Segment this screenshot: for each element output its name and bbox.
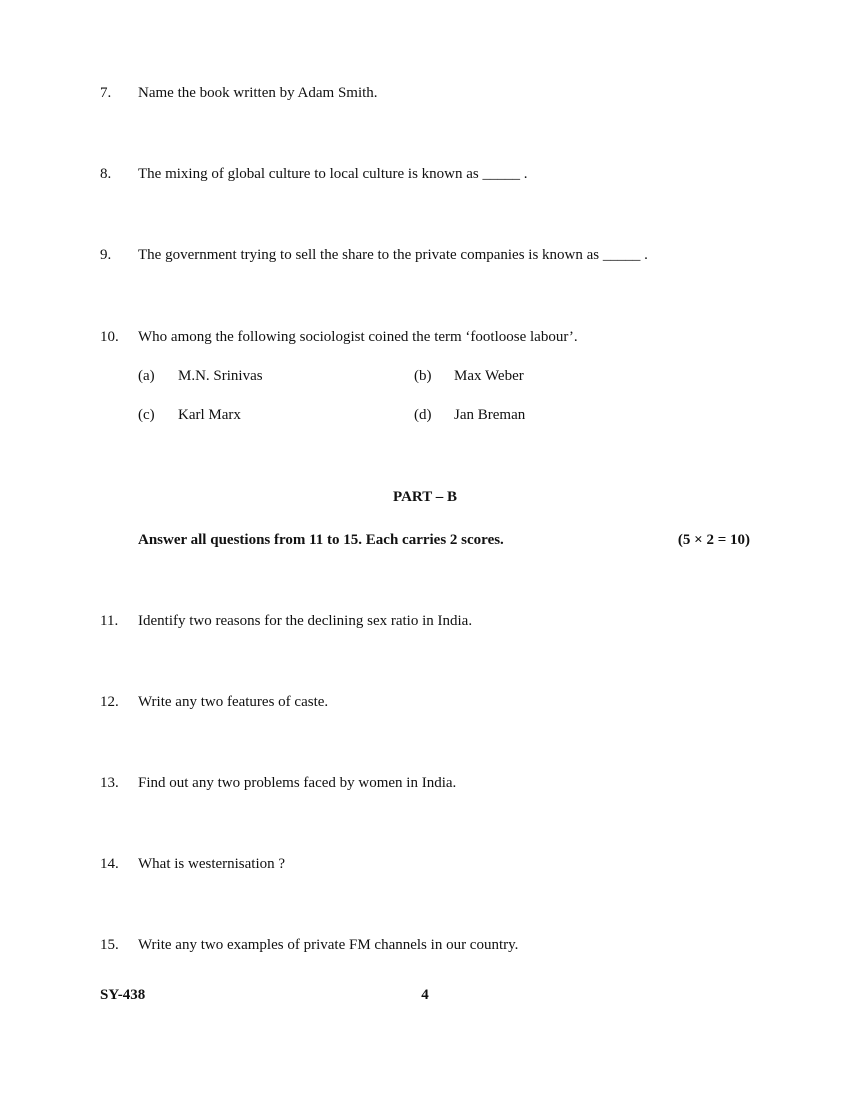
option-text: Jan Breman <box>454 407 526 423</box>
question-number: 13. <box>100 775 119 791</box>
question-9 <box>100 245 780 265</box>
question-text: The government trying to sell the share to the private companies is known as _____ . <box>138 247 648 263</box>
question-text: Write any two examples of private FM channels in our country. <box>138 937 519 953</box>
question-number: 8. <box>100 166 112 182</box>
page-number: 4 <box>421 987 429 1003</box>
question-text: Name the book written by Adam Smith. <box>138 85 378 101</box>
question-text: Identify two reasons for the declining sex ratio in India. <box>138 613 473 629</box>
question-15 <box>100 935 780 955</box>
question-13 <box>100 773 780 793</box>
question-number: 9. <box>100 247 112 263</box>
question-14 <box>100 854 780 874</box>
option-letter: (c) <box>138 407 155 423</box>
question-8 <box>100 164 780 184</box>
question-7 <box>100 83 780 103</box>
question-11 <box>100 611 780 631</box>
part-b-instruction: Answer all questions from 11 to 15. Each carries 2 scores. <box>138 532 504 548</box>
question-number: 15. <box>100 937 119 953</box>
option-text: M.N. Srinivas <box>178 368 263 384</box>
option-letter: (b) <box>414 368 432 384</box>
question-text: Who among the following sociologist coined the term ‘footloose labour’. <box>138 329 578 345</box>
question-number: 10. <box>100 329 119 345</box>
part-b-marks: (5 × 2 = 10) <box>677 532 750 548</box>
question-12 <box>100 692 780 712</box>
option-letter: (d) <box>414 407 432 423</box>
part-b-title: PART – B <box>393 489 457 505</box>
option-text: Karl Marx <box>178 407 241 423</box>
question-10 <box>100 327 780 347</box>
question-number: 11. <box>100 613 119 629</box>
question-text: Write any two features of caste. <box>138 694 329 710</box>
question-text: What is westernisation ? <box>138 856 286 872</box>
question-number: 7. <box>100 85 112 101</box>
paper-code: SY-438 <box>100 987 146 1003</box>
option-text: Max Weber <box>454 368 524 384</box>
question-text: The mixing of global culture to local culture is known as _____ . <box>138 166 528 182</box>
question-number: 12. <box>100 694 119 710</box>
option-letter: (a) <box>138 368 155 384</box>
question-number: 14. <box>100 856 119 872</box>
question-text: Find out any two problems faced by women in India. <box>138 775 457 791</box>
